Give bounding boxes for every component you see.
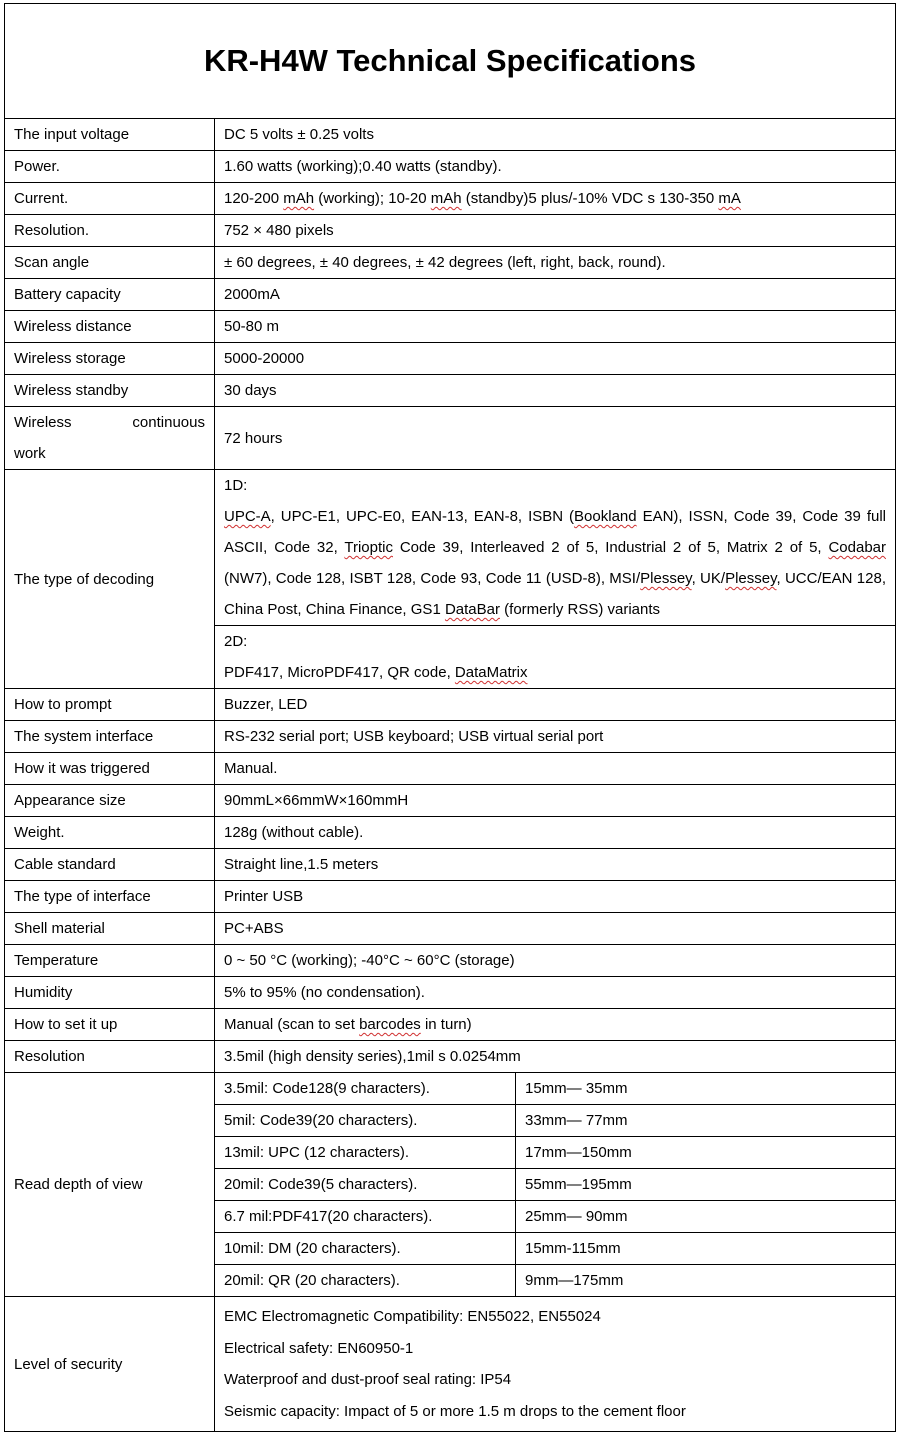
spec-row [5, 215, 896, 247]
spec-label: How to set it up [5, 1009, 215, 1041]
read-depth-row [5, 1073, 896, 1297]
spec-row [5, 849, 896, 881]
spec-label: The input voltage [5, 119, 215, 151]
spec-value: 30 days [215, 375, 896, 407]
spec-value: Straight line,1.5 meters [215, 849, 896, 881]
spec-value: Buzzer, LED [215, 689, 896, 721]
spec-label: The system interface [5, 721, 215, 753]
label-line: Wireless continuous [14, 414, 205, 431]
text-segment: , UPC-E1, UPC-E0, EAN-13, EAN-8, ISBN ( [270, 508, 575, 525]
barcode-spec: 3.5mil: Code128(9 characters). [215, 1073, 516, 1105]
spec-label: Resolution [5, 1041, 215, 1073]
spec-value [215, 183, 896, 215]
spec-value: 3.5mil (high density series),1mil s 0.0254mm [215, 1041, 896, 1073]
spec-label: Humidity [5, 977, 215, 1009]
spec-value: 5000-20000 [215, 343, 896, 375]
read-depth-item [215, 1169, 895, 1201]
spec-label: How to prompt [5, 689, 215, 721]
spec-value: RS-232 serial port; USB keyboard; USB virtual serial port [215, 721, 896, 753]
spec-value: 72 hours [215, 407, 896, 470]
decoding-1d [215, 470, 896, 626]
barcode-spec: 20mil: QR (20 characters). [215, 1265, 516, 1297]
read-range: 15mm-115mm [516, 1233, 896, 1265]
spec-label: Read depth of view [5, 1073, 215, 1297]
spec-value: Manual. [215, 753, 896, 785]
spec-row [5, 247, 896, 279]
text-segment: Code 39, Interleaved 2 of 5, Industrial 2 of 5, Matrix 2 of 5, [392, 539, 829, 556]
text-segment: in turn) [420, 1016, 472, 1033]
spec-value [215, 1009, 896, 1041]
spec-row [5, 183, 896, 215]
decoding-1d-list [224, 501, 886, 625]
spec-label: Weight. [5, 817, 215, 849]
spellcheck-word: mAh [283, 190, 315, 207]
decoding-2d-list [224, 657, 886, 688]
spec-label: Resolution. [5, 215, 215, 247]
spec-label: The type of decoding [5, 470, 215, 689]
spec-label: Cable standard [5, 849, 215, 881]
spec-value: 128g (without cable). [215, 817, 896, 849]
spec-value: 5% to 95% (no condensation). [215, 977, 896, 1009]
spec-table [4, 3, 896, 1432]
text-segment: (standby)5 plus/-10% VDC s 130-350 [461, 190, 719, 207]
barcode-spec: 20mil: Code39(5 characters). [215, 1169, 516, 1201]
read-depth-item [215, 1201, 895, 1233]
read-range: 55mm—195mm [516, 1169, 896, 1201]
spec-label: Wireless distance [5, 311, 215, 343]
spec-label [5, 407, 215, 470]
text-segment: , UK/ [691, 570, 726, 587]
spec-label: Temperature [5, 945, 215, 977]
spec-value: 90mmL×66mmW×160mmH [215, 785, 896, 817]
spec-value: 50-80 m [215, 311, 896, 343]
text-segment: (formerly RSS) variants [499, 601, 661, 618]
spec-row [5, 913, 896, 945]
spec-row [5, 1009, 896, 1041]
spec-row [5, 311, 896, 343]
read-range: 33mm— 77mm [516, 1105, 896, 1137]
spec-row [5, 785, 896, 817]
spec-value: 1.60 watts (working);0.40 watts (standby). [215, 151, 896, 183]
spec-label: How it was triggered [5, 753, 215, 785]
security-line: Waterproof and dust-proof seal rating: IP54 [224, 1371, 512, 1388]
label-line: work [14, 445, 46, 462]
read-depth-table-cell [215, 1073, 896, 1297]
decoding-1d-heading: 1D: [224, 477, 248, 494]
spellcheck-word: Plessey [640, 570, 692, 587]
spellcheck-word: mAh [430, 190, 462, 207]
security-value [215, 1297, 896, 1432]
read-depth-item [215, 1137, 895, 1169]
read-depth-item [215, 1105, 895, 1137]
text-segment: (working); 10-20 [314, 190, 431, 207]
spec-label: Power. [5, 151, 215, 183]
spellcheck-word: mA [718, 190, 741, 207]
barcode-spec: 10mil: DM (20 characters). [215, 1233, 516, 1265]
spellcheck-word: Codabar [828, 539, 886, 556]
spellcheck-word: DataBar [444, 601, 500, 618]
page-title: KR-H4W Technical Specifications [5, 4, 896, 119]
spec-row [5, 407, 896, 470]
spellcheck-word: UPC-A [224, 508, 271, 525]
decoding-2d-heading: 2D: [224, 633, 248, 650]
text-segment: EAN), ISSN, Code 39, Code 39 full ASCII, Code 32, [224, 508, 886, 556]
security-row [5, 1297, 896, 1432]
spec-row [5, 151, 896, 183]
spec-label: Scan angle [5, 247, 215, 279]
spec-row [5, 817, 896, 849]
text-segment: Manual (scan to set [224, 1016, 360, 1033]
spec-value: 0 ~ 50 °C (working); -40°C ~ 60°C (storage) [215, 945, 896, 977]
spec-row [5, 375, 896, 407]
spec-label: Wireless storage [5, 343, 215, 375]
read-depth-item [215, 1073, 895, 1105]
spec-value: 752 × 480 pixels [215, 215, 896, 247]
spellcheck-word: DataMatrix [454, 664, 528, 681]
text-segment: (NW7), Code 128, ISBT 128, Code 93, Code 11 (USD-8), MSI/ [224, 570, 641, 587]
security-line: EMC Electromagnetic Compatibility: EN55022, EN55024 [224, 1308, 601, 1325]
spec-label: Appearance size [5, 785, 215, 817]
barcode-spec: 13mil: UPC (12 characters). [215, 1137, 516, 1169]
spellcheck-word: Plessey [725, 570, 777, 587]
spec-label: Battery capacity [5, 279, 215, 311]
spec-label: Shell material [5, 913, 215, 945]
security-line: Seismic capacity: Impact of 5 or more 1.5 m drops to the cement floor [224, 1402, 686, 1420]
spec-row [5, 945, 896, 977]
spec-label: Current. [5, 183, 215, 215]
read-depth-item [215, 1233, 895, 1265]
spec-row [5, 119, 896, 151]
read-depth-table [215, 1073, 895, 1296]
spec-label: The type of interface [5, 881, 215, 913]
spec-value: 2000mA [215, 279, 896, 311]
spec-row [5, 279, 896, 311]
read-range: 9mm—175mm [525, 1272, 624, 1289]
decoding-2d [215, 626, 896, 689]
text-segment: , UCC/EAN 128, China Post, China Finance, GS1 [224, 570, 886, 618]
decoding-row [5, 470, 896, 626]
barcode-spec: 6.7 mil:PDF417(20 characters). [215, 1201, 516, 1233]
spec-value: Printer USB [215, 881, 896, 913]
spec-value: ± 60 degrees, ± 40 degrees, ± 42 degrees (left, right, back, round). [215, 247, 896, 279]
spec-row [5, 721, 896, 753]
security-line: Electrical safety: EN60950-1 [224, 1339, 414, 1357]
text-segment: PDF417, MicroPDF417, QR code, [224, 664, 455, 681]
spec-row [5, 689, 896, 721]
spec-value: DC 5 volts ± 0.25 volts [215, 119, 896, 151]
read-range: 25mm— 90mm [516, 1201, 896, 1233]
spec-label: Level of security [5, 1297, 215, 1432]
spec-row [5, 881, 896, 913]
spec-row [5, 977, 896, 1009]
spellcheck-word: Trioptic [344, 539, 393, 556]
text-segment: 120-200 [224, 190, 284, 207]
spellcheck-word: Bookland [574, 508, 637, 525]
spec-row [5, 343, 896, 375]
spellcheck-word: barcodes [359, 1016, 421, 1033]
spec-row [5, 1041, 896, 1073]
read-range: 17mm—150mm [516, 1137, 896, 1169]
spec-label: Wireless standby [5, 375, 215, 407]
read-depth-item [215, 1265, 895, 1297]
spec-value: PC+ABS [215, 913, 896, 945]
barcode-spec: 5mil: Code39(20 characters). [215, 1105, 516, 1137]
spec-row [5, 753, 896, 785]
read-range: 15mm— 35mm [516, 1073, 896, 1105]
